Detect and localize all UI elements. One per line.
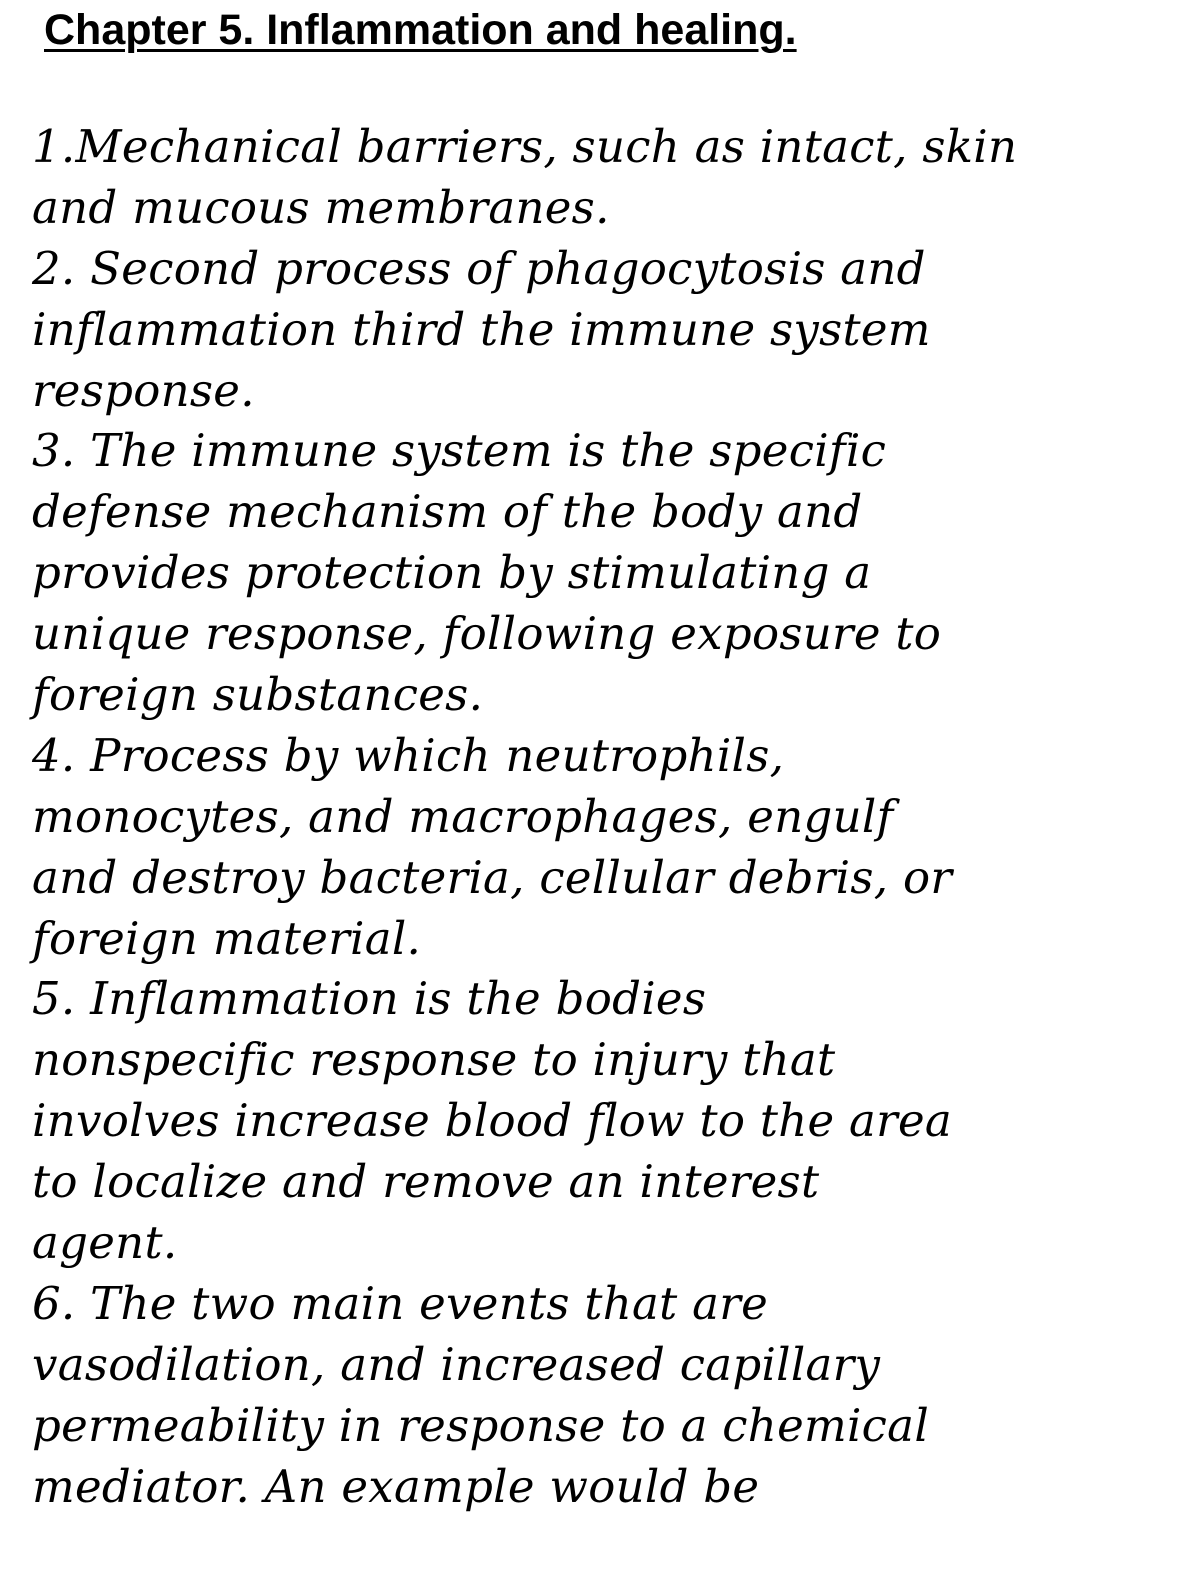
note-line: monocytes, and macrophages, engulf — [32, 789, 894, 843]
note-line: defense mechanism of the body and — [32, 485, 863, 539]
note-line: foreign material. — [32, 911, 422, 965]
note-line: response. — [32, 363, 255, 417]
note-line: and destroy bacteria, cellular debris, or — [32, 850, 953, 904]
note-line: 2. Second process of phagocytosis and — [32, 241, 926, 295]
chapter-title: Chapter 5. Inflammation and healing. — [44, 6, 797, 54]
note-line: permeability in response to a chemical — [32, 1398, 930, 1452]
note-line: inflammation third the immune system — [32, 302, 931, 356]
note-line: unique response, following exposure to — [32, 607, 942, 661]
note-line: 1.Mechanical barriers, such as intact, skin — [32, 120, 1018, 173]
handwritten-notes — [32, 117, 1017, 1517]
note-line: to localize and remove an interest — [32, 1155, 820, 1209]
note-line: involves increase blood flow to the area — [32, 1094, 953, 1148]
note-line: and mucous membranes. — [32, 180, 610, 234]
note-line: 4. Process by which neutrophils, — [32, 728, 785, 782]
note-line: 6. The two main events that are — [32, 1276, 769, 1330]
note-line: mediator. An example would be — [32, 1459, 760, 1513]
note-line: foreign substances. — [32, 668, 484, 722]
note-line: agent. — [32, 1216, 178, 1270]
note-line: provides protection by stimulating a — [32, 546, 872, 600]
note-line: nonspecific response to injury that — [32, 1033, 836, 1087]
note-line: 3. The immune system is the specific — [32, 424, 887, 478]
note-line: 5. Inflammation is the bodies — [32, 972, 707, 1026]
note-line: vasodilation, and increased capillary — [32, 1337, 881, 1391]
